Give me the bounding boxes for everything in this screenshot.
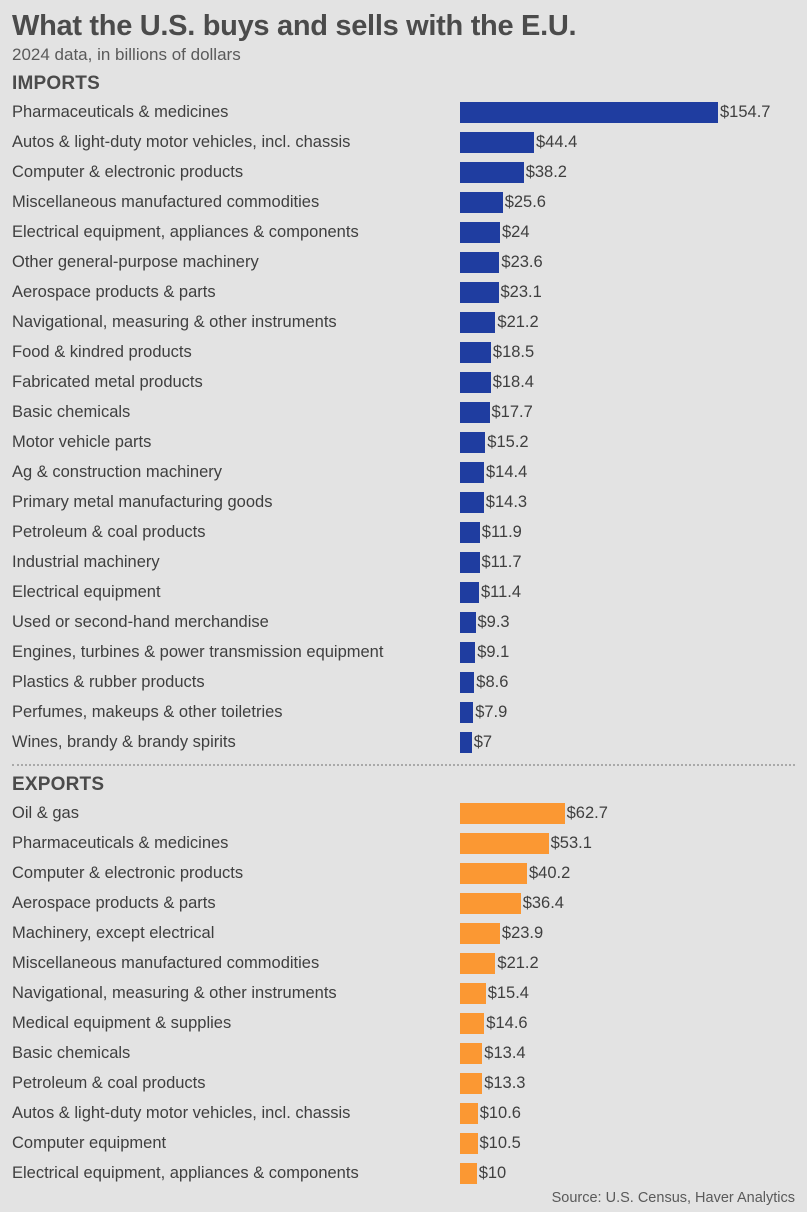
bar	[460, 1043, 482, 1064]
category-label: Aerospace products & parts	[12, 894, 216, 913]
bar	[460, 522, 480, 543]
bar	[460, 642, 475, 663]
chart-row	[12, 1158, 795, 1188]
bar	[460, 893, 521, 914]
chart-row	[12, 217, 795, 247]
chart-row	[12, 367, 795, 397]
imports-bar-list	[12, 97, 795, 757]
bar	[460, 953, 495, 974]
bar	[460, 923, 500, 944]
bar-area	[460, 427, 795, 457]
bar-area	[460, 337, 795, 367]
bar-value-label: $10.6	[479, 1104, 521, 1123]
bar-value-label: $7.9	[475, 703, 508, 722]
page-title: What the U.S. buys and sells with the E.U.	[12, 10, 577, 42]
page-subtitle: 2024 data, in billions of dollars	[12, 45, 241, 65]
bar-value-label: $10	[478, 1164, 507, 1183]
chart-row	[12, 427, 795, 457]
bar-value-label: $38.2	[525, 163, 567, 182]
chart-row	[12, 247, 795, 277]
category-label: Primary metal manufacturing goods	[12, 493, 273, 512]
chart-row	[12, 277, 795, 307]
bar-area	[460, 577, 795, 607]
bar	[460, 732, 472, 753]
bar-area	[460, 1068, 795, 1098]
chart-row	[12, 1128, 795, 1158]
bar-value-label: $18.5	[492, 343, 535, 362]
bar-value-label: $9.3	[477, 613, 510, 632]
bar-area	[460, 828, 795, 858]
bar-area	[460, 367, 795, 397]
bar	[460, 342, 491, 363]
chart-row	[12, 517, 795, 547]
bar	[460, 1163, 477, 1184]
bar-area	[460, 217, 795, 247]
source-note: Source: U.S. Census, Haver Analytics	[551, 1190, 795, 1206]
bar-area	[460, 487, 795, 517]
bar-area	[460, 798, 795, 828]
bar-value-label: $10.5	[479, 1134, 521, 1153]
category-label: Medical equipment & supplies	[12, 1014, 232, 1033]
chart-row	[12, 727, 795, 757]
category-label: Used or second-hand merchandise	[12, 613, 269, 632]
bar-area	[460, 637, 795, 667]
category-label: Electrical equipment, appliances & components	[12, 1164, 359, 1183]
chart-row	[12, 487, 795, 517]
category-label: Miscellaneous manufactured commodities	[12, 954, 320, 973]
category-label: Ag & construction machinery	[12, 463, 223, 482]
bar-area	[460, 457, 795, 487]
bar-area	[460, 1098, 795, 1128]
bar-area	[460, 1128, 795, 1158]
bar-value-label: $21.2	[497, 954, 539, 973]
bar	[460, 582, 479, 603]
bar	[460, 863, 527, 884]
bar-value-label: $14.4	[486, 463, 528, 482]
bar	[460, 432, 485, 453]
category-label: Basic chemicals	[12, 1044, 131, 1063]
category-label: Pharmaceuticals & medicines	[12, 834, 229, 853]
bar-area	[460, 978, 795, 1008]
chart-row	[12, 798, 795, 828]
category-label: Engines, turbines & power transmission equipment	[12, 643, 384, 662]
bar	[460, 492, 484, 513]
category-label: Food & kindred products	[12, 343, 192, 362]
bar-area	[460, 888, 795, 918]
bar-value-label: $13.3	[484, 1074, 526, 1093]
bar-value-label: $23.1	[500, 283, 542, 302]
bar	[460, 102, 718, 123]
bar-value-label: $7	[473, 733, 493, 752]
chart-row	[12, 397, 795, 427]
bar-value-label: $62.7	[566, 804, 608, 823]
chart-row	[12, 607, 795, 637]
category-label: Petroleum & coal products	[12, 523, 206, 542]
bar-value-label: $44.4	[536, 133, 578, 152]
category-label: Electrical equipment, appliances & components	[12, 223, 359, 242]
bar-area	[460, 948, 795, 978]
bar-area	[460, 247, 795, 277]
chart-row	[12, 667, 795, 697]
chart-row	[12, 948, 795, 978]
bar-area	[460, 697, 795, 727]
chart-row	[12, 307, 795, 337]
chart-row	[12, 828, 795, 858]
bar	[460, 1133, 478, 1154]
bar	[460, 222, 500, 243]
chart-row	[12, 97, 795, 127]
bar	[460, 162, 524, 183]
bar-value-label: $11.9	[481, 523, 522, 542]
bar	[460, 983, 486, 1004]
bar-value-label: $14.6	[486, 1014, 528, 1033]
chart-row	[12, 888, 795, 918]
category-label: Wines, brandy & brandy spirits	[12, 733, 236, 752]
bar	[460, 1103, 478, 1124]
bar-value-label: $23.9	[501, 924, 544, 943]
bar	[460, 702, 473, 723]
chart-row	[12, 1098, 795, 1128]
bar	[460, 252, 499, 273]
bar-area	[460, 547, 795, 577]
bar-area	[460, 97, 795, 127]
bar	[460, 132, 534, 153]
category-label: Machinery, except electrical	[12, 924, 215, 943]
chart-row	[12, 457, 795, 487]
section-label-imports: IMPORTS	[12, 73, 100, 95]
chart-row	[12, 547, 795, 577]
category-label: Miscellaneous manufactured commodities	[12, 193, 320, 212]
bar	[460, 1013, 484, 1034]
chart-row	[12, 858, 795, 888]
category-label: Navigational, measuring & other instruments	[12, 984, 337, 1003]
bar	[460, 282, 499, 303]
bar-area	[460, 517, 795, 547]
chart-row	[12, 577, 795, 607]
bar-value-label: $11.7	[481, 553, 522, 572]
chart-row	[12, 157, 795, 187]
category-label: Perfumes, makeups & other toiletries	[12, 703, 283, 722]
bar-area	[460, 277, 795, 307]
bar-area	[460, 127, 795, 157]
bar-value-label: $36.4	[522, 894, 564, 913]
chart-row	[12, 127, 795, 157]
category-label: Oil & gas	[12, 804, 79, 823]
bar-area	[460, 1158, 795, 1188]
chart-row	[12, 978, 795, 1008]
bar-value-label: $21.2	[497, 313, 539, 332]
category-label: Electrical equipment	[12, 583, 161, 602]
bar-value-label: $18.4	[492, 373, 534, 392]
bar-area	[460, 667, 795, 697]
bar-area	[460, 187, 795, 217]
chart-row	[12, 187, 795, 217]
bar-value-label: $11.4	[481, 583, 522, 602]
category-label: Computer equipment	[12, 1134, 167, 1153]
category-label: Fabricated metal products	[12, 373, 203, 392]
category-label: Basic chemicals	[12, 403, 131, 422]
bar-area	[460, 858, 795, 888]
bar-area	[460, 727, 795, 757]
chart-row	[12, 337, 795, 367]
category-label: Computer & electronic products	[12, 163, 244, 182]
chart-row	[12, 637, 795, 667]
exports-bar-list	[12, 798, 795, 1188]
category-label: Autos & light-duty motor vehicles, incl. chassis	[12, 1104, 351, 1123]
category-label: Computer & electronic products	[12, 864, 244, 883]
bar-value-label: $17.7	[491, 403, 533, 422]
bar-value-label: $25.6	[504, 193, 546, 212]
bar-area	[460, 307, 795, 337]
bar-value-label: $15.2	[487, 433, 529, 452]
bar-value-label: $15.4	[487, 984, 529, 1003]
category-label: Petroleum & coal products	[12, 1074, 206, 1093]
bar	[460, 672, 474, 693]
bar-value-label: $23.6	[501, 253, 543, 272]
bar	[460, 192, 503, 213]
bar	[460, 462, 484, 483]
bar-area	[460, 157, 795, 187]
bar	[460, 612, 476, 633]
bar-value-label: $40.2	[529, 864, 571, 883]
bar-value-label: $14.3	[485, 493, 528, 512]
category-label: Motor vehicle parts	[12, 433, 152, 452]
bar	[460, 833, 549, 854]
bar	[460, 402, 490, 423]
category-label: Autos & light-duty motor vehicles, incl. chassis	[12, 133, 351, 152]
bar-area	[460, 1008, 795, 1038]
bar	[460, 372, 491, 393]
section-divider	[12, 764, 795, 766]
category-label: Navigational, measuring & other instruments	[12, 313, 337, 332]
category-label: Pharmaceuticals & medicines	[12, 103, 229, 122]
chart-row	[12, 918, 795, 948]
category-label: Aerospace products & parts	[12, 283, 216, 302]
section-label-exports: EXPORTS	[12, 774, 105, 796]
chart-row	[12, 1068, 795, 1098]
bar	[460, 552, 480, 573]
category-label: Other general-purpose machinery	[12, 253, 259, 272]
category-label: Plastics & rubber products	[12, 673, 205, 692]
bar-area	[460, 1038, 795, 1068]
chart-row	[12, 697, 795, 727]
chart-row	[12, 1038, 795, 1068]
bar	[460, 312, 495, 333]
bar	[460, 1073, 482, 1094]
bar-value-label: $53.1	[550, 834, 592, 853]
bar-value-label: $24	[502, 223, 530, 242]
category-label: Industrial machinery	[12, 553, 160, 572]
bar-value-label: $9.1	[477, 643, 510, 662]
bar	[460, 803, 565, 824]
bar-value-label: $8.6	[476, 673, 509, 692]
bar-area	[460, 397, 795, 427]
bar-area	[460, 918, 795, 948]
chart-row	[12, 1008, 795, 1038]
bar-value-label: $154.7	[720, 103, 771, 122]
bar-value-label: $13.4	[484, 1044, 526, 1063]
bar-area	[460, 607, 795, 637]
